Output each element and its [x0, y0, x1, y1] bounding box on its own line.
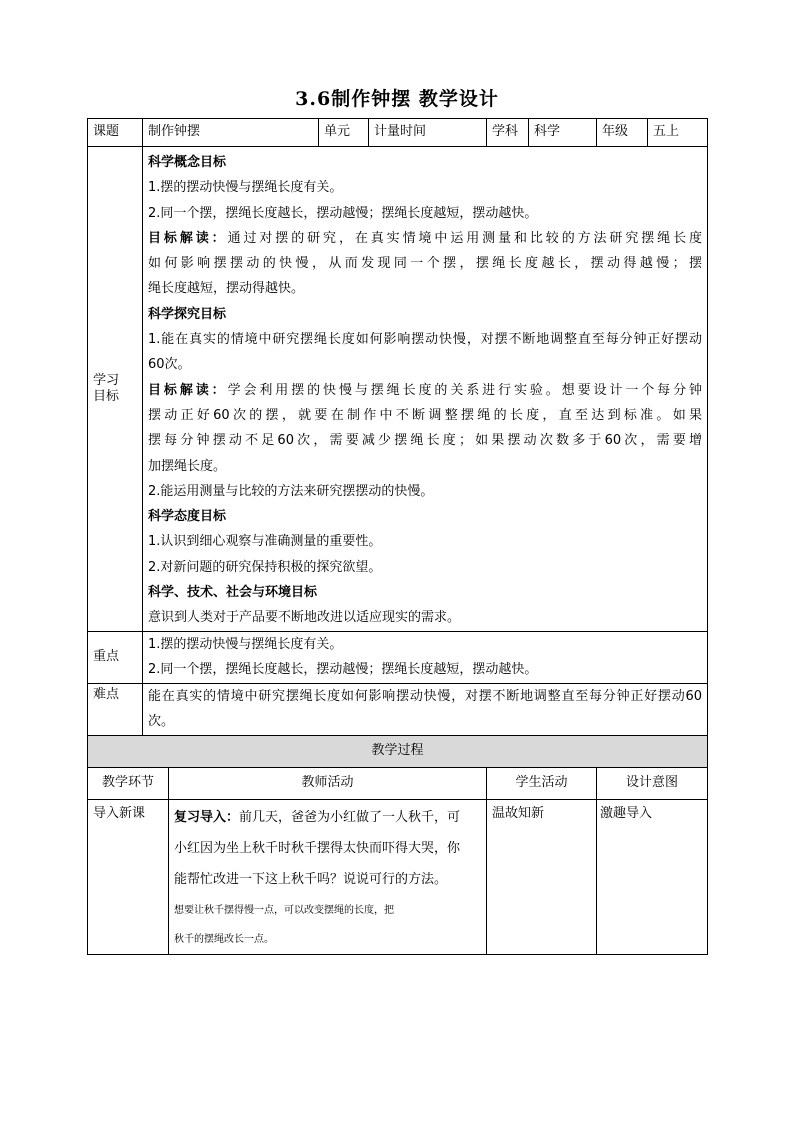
- page-title: 3.6制作钟摆 教学设计: [295, 88, 499, 110]
- stage-cell: 导入新课: [88, 799, 169, 954]
- subject-label: 学科: [487, 119, 529, 147]
- concept-2: 2.同一个摆，摆绳长度越长，摆动越慢；摆绳长度越短，摆动越快。: [148, 205, 538, 221]
- key-points-row: [88, 631, 708, 683]
- key-points-content: 1.摆的摆动快慢与摆绳长度有关。 2.同一个摆，摆绳长度越长，摆动越慢；摆绳长度越短，摆动越快。: [143, 631, 708, 683]
- column-header-stage: 教学环节: [88, 767, 169, 799]
- difficulty-label: 难点: [88, 683, 143, 735]
- attitude-heading: 科学态度目标: [148, 509, 227, 525]
- inquiry-interp-line-3: 摆每分钟摆动不足60次，需要减少摆绳长度；如果摆动次数多于60次，需要增: [148, 433, 703, 449]
- concept-1: 1.摆的摆动快慢与摆绳长度有关。: [148, 180, 343, 196]
- inquiry-1-line-1: 1.能在真实的情境中研究摆绳长度如何影响摆动快慢，对摆不断地调整直至每分钟正好摆动: [148, 332, 703, 348]
- topic-value: 制作钟摆: [143, 119, 319, 147]
- difficulty-row: [88, 683, 708, 735]
- inquiry-interp-line-1: 目标解读：学会利用摆的快慢与摆绳长度的关系进行实验。想要设计一个每分钟: [148, 382, 702, 398]
- design-intent-cell: 激趣导入: [597, 799, 708, 954]
- header-row: [88, 119, 708, 147]
- lesson-plan-table: [87, 118, 708, 955]
- goals-label: 学习 目标: [88, 147, 143, 632]
- inquiry-interp-line-4: 加摆绳长度。: [148, 458, 227, 474]
- process-columns-row: [88, 767, 708, 799]
- sts-1: 意识到人类对于产品要不断地改进以适应现实的需求。: [148, 610, 461, 626]
- grade-value: 五上: [648, 119, 708, 147]
- difficulty-content: 能在真实的情境中研究摆绳长度如何影响摆动快慢，对摆不断地调整直至每分钟正好摆动60 次。: [143, 683, 708, 735]
- concept-interp-line-2: 如何影响摆摆动的快慢，从而发现同一个摆，摆绳长度越长，摆动得越慢；摆: [148, 256, 703, 272]
- topic-label: 课题: [88, 119, 143, 147]
- student-activity-cell: 温故知新: [487, 799, 597, 954]
- concept-interp-line-1: 目标解读：通过对摆的研究，在真实情境中运用测量和比较的方法研究摆绳长度: [148, 230, 702, 246]
- column-header-intent: 设计意图: [597, 767, 708, 799]
- concept-heading: 科学概念目标: [148, 155, 227, 170]
- process-heading: 教学过程: [88, 735, 708, 767]
- column-header-teacher: 教师活动: [169, 767, 487, 799]
- attitude-1: 1.认识到细心观察与准确测量的重要性。: [148, 534, 382, 550]
- process-row: [88, 799, 708, 954]
- goals-content: [143, 147, 708, 632]
- sts-heading: 科学、技术、社会与环境目标: [148, 585, 318, 601]
- column-header-student: 学生活动: [487, 767, 597, 799]
- process-heading-row: [88, 735, 708, 767]
- attitude-2: 2.对新问题的研究保持积极的探究欲望。: [148, 559, 382, 575]
- inquiry-interp-line-2: 摆动正好60次的摆，就要在制作中不断调整摆绳的长度，直至达到标准。如果: [148, 407, 703, 423]
- grade-label: 年级: [597, 119, 648, 147]
- subject-value: 科学: [529, 119, 597, 147]
- inquiry-2: 2.能运用测量与比较的方法来研究摆摆动的快慢。: [148, 483, 434, 499]
- teacher-activity-cell: 复习导入：前几天，爸爸为小红做了一人秋千，可 小红因为坐上秋千时秋千摆得太快而吓得大哭，你 能帮忙改进一下这上秋千吗？说说可行的方法。 想要让秋千摆得慢一点，可以改变摆绳的长度，把 秋千的摆绳改长一点。: [169, 799, 487, 954]
- inquiry-heading: 科学探究目标: [148, 306, 227, 322]
- goals-row: [88, 147, 708, 632]
- inquiry-1-line-2: 60次。: [148, 357, 191, 373]
- concept-interp-line-3: 绳长度越短，摆动得越快。: [148, 281, 305, 297]
- key-points-label: 重点: [88, 631, 143, 683]
- unit-label: 单元: [319, 119, 369, 147]
- unit-value: 计量时间: [369, 119, 487, 147]
